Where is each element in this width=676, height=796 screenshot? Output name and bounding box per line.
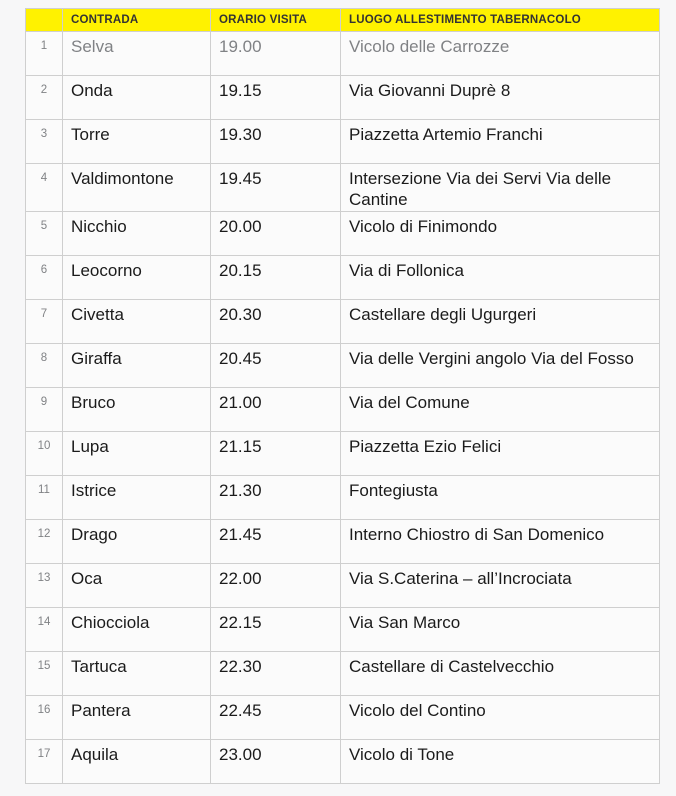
table-row xyxy=(26,343,660,387)
cell-number: 4 xyxy=(26,164,63,212)
cell-number: 10 xyxy=(26,431,63,475)
cell-luogo: Vicolo del Contino xyxy=(341,695,660,739)
cell-luogo: Piazzetta Artemio Franchi xyxy=(341,120,660,164)
cell-contrada: Torre xyxy=(63,120,211,164)
cell-luogo: Castellare di Castelvecchio xyxy=(341,651,660,695)
cell-orario: 21.15 xyxy=(211,431,341,475)
cell-luogo: Via delle Vergini angolo Via del Fosso xyxy=(341,343,660,387)
cell-orario: 20.45 xyxy=(211,343,341,387)
header-row xyxy=(26,9,660,32)
schedule-table-container xyxy=(25,8,660,784)
cell-number: 13 xyxy=(26,563,63,607)
cell-luogo: Fontegiusta xyxy=(341,475,660,519)
cell-number: 9 xyxy=(26,387,63,431)
cell-contrada: Selva xyxy=(63,32,211,76)
table-row xyxy=(26,120,660,164)
cell-number: 12 xyxy=(26,519,63,563)
table-row xyxy=(26,32,660,76)
cell-number: 16 xyxy=(26,695,63,739)
cell-number: 6 xyxy=(26,255,63,299)
table-row xyxy=(26,475,660,519)
cell-luogo: Via Giovanni Duprè 8 xyxy=(341,76,660,120)
cell-orario: 22.45 xyxy=(211,695,341,739)
cell-contrada: Aquila xyxy=(63,739,211,783)
cell-contrada: Chiocciola xyxy=(63,607,211,651)
table-row xyxy=(26,76,660,120)
cell-contrada: Valdimontone xyxy=(63,164,211,212)
cell-number: 5 xyxy=(26,211,63,255)
cell-contrada: Giraffa xyxy=(63,343,211,387)
cell-contrada: Oca xyxy=(63,563,211,607)
cell-number: 14 xyxy=(26,607,63,651)
table-row xyxy=(26,387,660,431)
cell-number: 17 xyxy=(26,739,63,783)
cell-orario: 22.00 xyxy=(211,563,341,607)
schedule-table xyxy=(25,8,660,784)
cell-luogo: Castellare degli Ugurgeri xyxy=(341,299,660,343)
table-row xyxy=(26,299,660,343)
cell-luogo: Piazzetta Ezio Felici xyxy=(341,431,660,475)
cell-orario: 23.00 xyxy=(211,739,341,783)
cell-orario: 19.15 xyxy=(211,76,341,120)
table-row xyxy=(26,739,660,783)
cell-contrada: Drago xyxy=(63,519,211,563)
table-row xyxy=(26,255,660,299)
cell-orario: 20.30 xyxy=(211,299,341,343)
cell-contrada: Nicchio xyxy=(63,211,211,255)
table-row xyxy=(26,164,660,212)
cell-orario: 20.15 xyxy=(211,255,341,299)
header-cell-orario: ORARIO VISITA xyxy=(211,9,341,32)
table-row xyxy=(26,519,660,563)
cell-orario: 21.30 xyxy=(211,475,341,519)
cell-contrada: Istrice xyxy=(63,475,211,519)
header-cell-luogo: LUOGO ALLESTIMENTO TABERNACOLO xyxy=(341,9,660,32)
cell-contrada: Lupa xyxy=(63,431,211,475)
cell-number: 2 xyxy=(26,76,63,120)
cell-luogo: Vicolo di Tone xyxy=(341,739,660,783)
cell-number: 3 xyxy=(26,120,63,164)
table-row xyxy=(26,695,660,739)
cell-luogo: Via di Follonica xyxy=(341,255,660,299)
table-row xyxy=(26,651,660,695)
cell-number: 1 xyxy=(26,32,63,76)
cell-contrada: Onda xyxy=(63,76,211,120)
cell-luogo: Via del Comune xyxy=(341,387,660,431)
cell-orario: 21.00 xyxy=(211,387,341,431)
cell-number: 8 xyxy=(26,343,63,387)
cell-luogo: Vicolo delle Carrozze xyxy=(341,32,660,76)
cell-orario: 19.00 xyxy=(211,32,341,76)
table-row xyxy=(26,211,660,255)
cell-luogo: Vicolo di Finimondo xyxy=(341,211,660,255)
cell-orario: 22.15 xyxy=(211,607,341,651)
cell-contrada: Tartuca xyxy=(63,651,211,695)
header-cell-number xyxy=(26,9,63,32)
cell-contrada: Leocorno xyxy=(63,255,211,299)
cell-number: 11 xyxy=(26,475,63,519)
cell-luogo: Intersezione Via dei Servi Via delle Cantine xyxy=(341,164,660,212)
header-cell-contrada: CONTRADA xyxy=(63,9,211,32)
cell-luogo: Interno Chiostro di San Domenico xyxy=(341,519,660,563)
table-row xyxy=(26,607,660,651)
cell-orario: 19.30 xyxy=(211,120,341,164)
cell-luogo: Via San Marco xyxy=(341,607,660,651)
cell-number: 7 xyxy=(26,299,63,343)
cell-luogo: Via S.Caterina – all’Incrociata xyxy=(341,563,660,607)
cell-orario: 20.00 xyxy=(211,211,341,255)
cell-contrada: Civetta xyxy=(63,299,211,343)
table-row xyxy=(26,431,660,475)
cell-number: 15 xyxy=(26,651,63,695)
cell-orario: 21.45 xyxy=(211,519,341,563)
cell-contrada: Pantera xyxy=(63,695,211,739)
cell-orario: 22.30 xyxy=(211,651,341,695)
cell-orario: 19.45 xyxy=(211,164,341,212)
cell-contrada: Bruco xyxy=(63,387,211,431)
table-row xyxy=(26,563,660,607)
